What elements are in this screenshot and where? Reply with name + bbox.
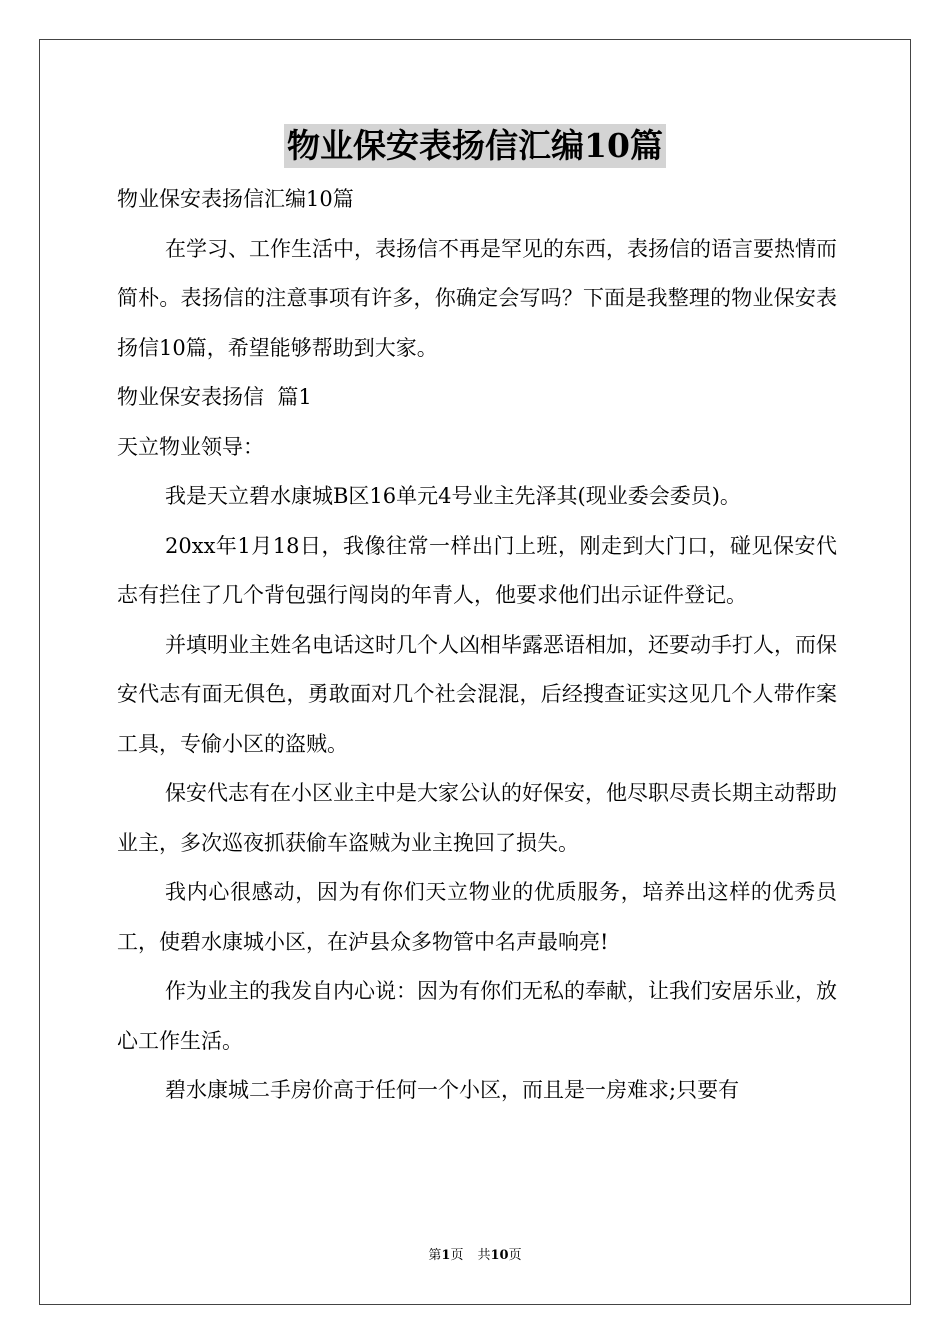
page-footer [0,1247,950,1265]
paragraph: 并填明业主姓名电话这时几个人凶相毕露恶语相加，还要动手打人，而保安代志有面无俱色，勇敢面对几个社会混混，后经搜查证实这见几个人带作案工具，专偷小区的盗贼。 [117,632,837,756]
document-body [117,175,837,1116]
total-label-suffix: 页 [508,1248,522,1263]
paragraph: 碧水康城二手房价高于任何一个小区，而且是一房难求;只要有 [165,1078,740,1102]
paragraph: 20xx年1月18日，我像往常一样出门上班，刚走到大门口，碰见保安代志有拦住了几个背包强行闯岗的年青人，他要求他们出示证件登记。 [117,533,837,607]
page-label-suffix: 页 [450,1248,464,1263]
paragraph: 物业保安表扬信汇编10篇 [117,187,354,211]
section-heading: 物业保安表扬信 篇1 [117,385,312,409]
paragraph: 在学习、工作生活中，表扬信不再是罕见的东西，表扬信的语言要热情而简朴。表扬信的注意事项有许多，你确定会写吗？下面是我整理的物业保安表扬信10篇，希望能够帮助到大家。 [117,236,837,360]
page-number-total: 10 [490,1248,509,1263]
title-container [0,124,950,168]
total-label-prefix: 共 [477,1248,491,1263]
page-number-current: 1 [441,1248,451,1263]
paragraph: 我内心很感动，因为有你们天立物业的优质服务，培养出这样的优秀员工，使碧水康城小区，在泸县众多物管中名声最响亮! [117,880,837,954]
salutation: 天立物业领导： [117,434,264,459]
paragraph: 我是天立碧水康城B区16单元4号业主先泽其(现业委会委员)。 [165,484,741,508]
paragraph: 保安代志有在小区业主中是大家公认的好保安，他尽职尽责长期主动帮助业主，多次巡夜抓获偷车盗贼为业主挽回了损失。 [117,781,837,855]
paragraph: 作为业主的我发自内心说：因为有你们无私的奉献，让我们安居乐业，放心工作生活。 [117,979,837,1053]
document-title: 物业保安表扬信汇编10篇 [284,124,666,168]
page-label-prefix: 第 [428,1248,442,1263]
